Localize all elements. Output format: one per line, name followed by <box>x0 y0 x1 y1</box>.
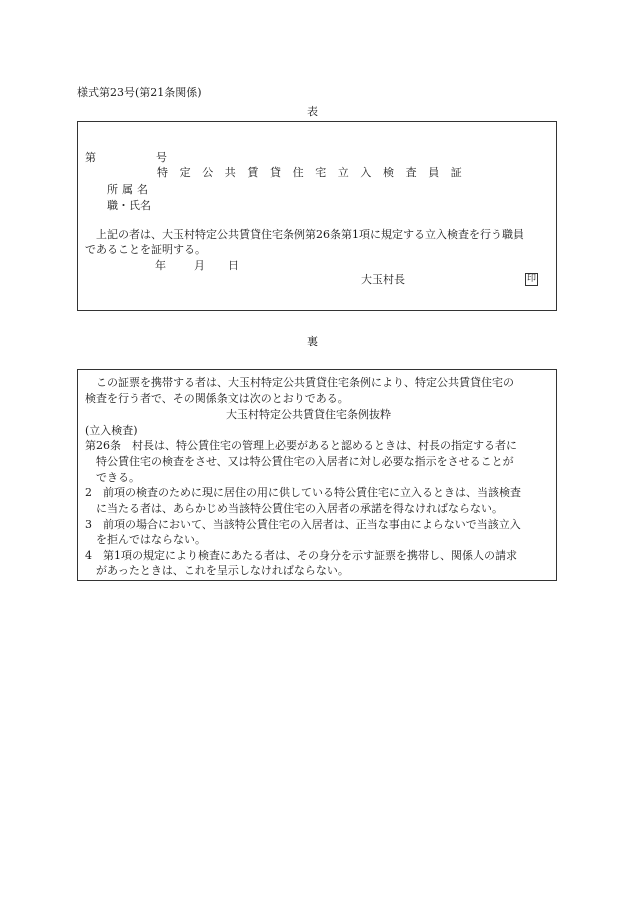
card-title: 特定公共賃貸住宅立入検査員証 <box>157 166 474 179</box>
excerpt-title: 大玉村特定公共賃貸住宅条例抜粋 <box>226 408 391 421</box>
paragraph-3-line-2: を拒んではならない。 <box>96 533 206 546</box>
number-suffix: 号 <box>156 151 167 164</box>
paragraph-3-line-1: 3 前項の場合において、当該特公賃住宅の入居者は、正当な事由によらないで当該立入 <box>85 518 521 531</box>
front-card <box>77 121 557 311</box>
intro-line-1: この証票を携帯する者は、大玉村特定公共賃貸住宅条例により、特定公共賃貸住宅の <box>96 376 514 389</box>
article-26-line-3: できる。 <box>96 471 140 484</box>
section-caption: (立入検査) <box>85 424 138 437</box>
front-heading: 表 <box>307 105 318 118</box>
back-card <box>77 369 557 581</box>
paragraph-2-line-1: 2 前項の検査のために現に居住の用に供している特公賃住宅に立入るときは、当該検査 <box>85 486 521 499</box>
paragraph-4-line-2: があったときは、これを呈示しなければならない。 <box>96 564 349 577</box>
intro-line-2: 検査を行う者で、その関係条文は次のとおりである。 <box>85 392 349 405</box>
paragraph-4-line-1: 4 第1項の規定により検査にあたる者は、その身分を示す証票を携帯し、関係人の請求 <box>85 549 517 562</box>
article-26-line-1: 第26条 村長は、特公賃住宅の管理上必要があると認めるときは、村長の指定する者に <box>85 439 517 452</box>
certification-line-1: 上記の者は、大玉村特定公共賃貸住宅条例第26条第1項に規定する立入検査を行う職員 <box>96 228 524 241</box>
certification-line-2: であることを証明する。 <box>85 243 206 256</box>
back-heading: 裏 <box>307 335 318 348</box>
date-year: 年 <box>155 259 166 272</box>
form-label: 様式第23号(第21条関係) <box>77 86 202 99</box>
affiliation-label: 所属名 <box>107 183 152 196</box>
date-day: 日 <box>228 259 239 272</box>
paragraph-2-line-2: に当たる者は、あらかじめ当該特公賃住宅の入居者の承諾を得なければならない。 <box>96 502 503 515</box>
issuer: 大玉村長 <box>361 273 405 286</box>
seal-mark: 印 <box>526 274 536 284</box>
position-name-label: 職・氏名 <box>107 199 151 212</box>
article-26-line-2: 特公賃住宅の検査をさせ、又は特公賃住宅の入居者に対し必要な指示をさせることが <box>96 455 514 468</box>
number-prefix: 第 <box>85 151 96 164</box>
date-month: 月 <box>194 259 205 272</box>
